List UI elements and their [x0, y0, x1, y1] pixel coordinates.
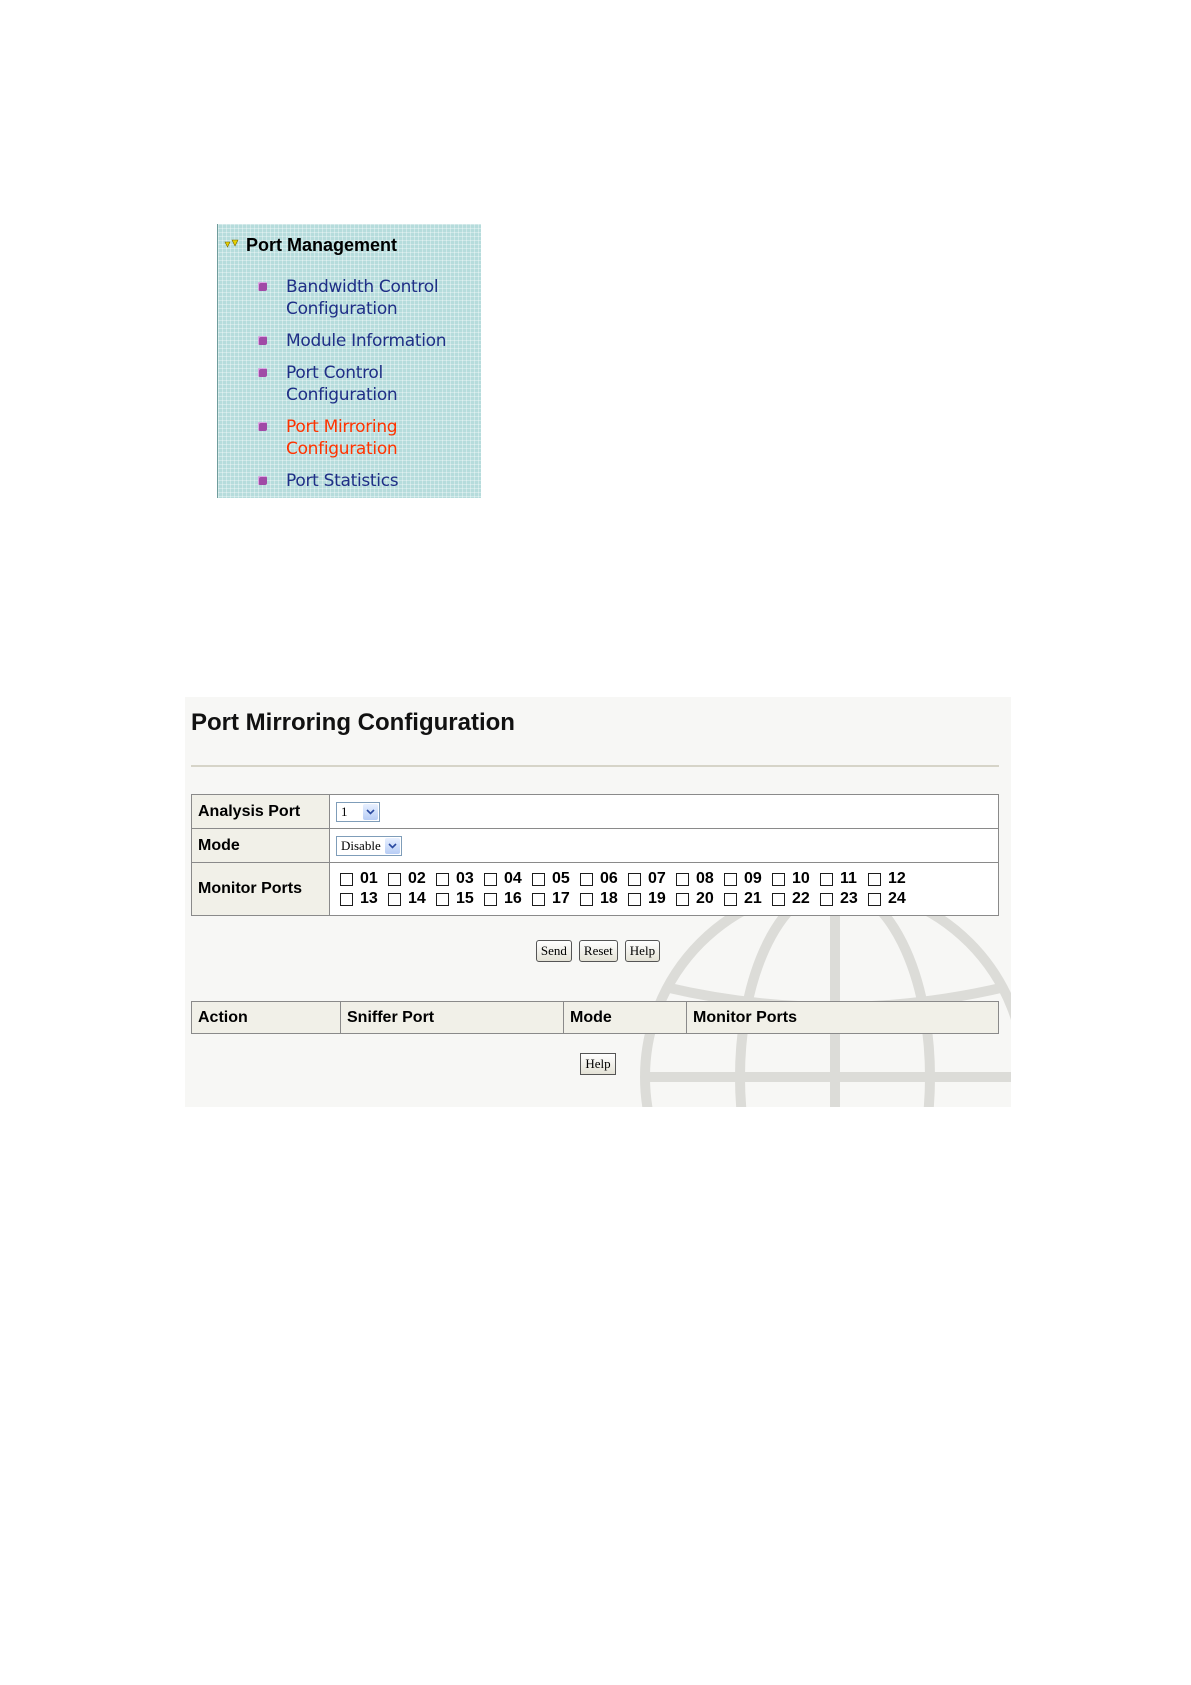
- analysis-port-select[interactable]: [336, 802, 380, 822]
- port-number: 13: [360, 890, 378, 907]
- bullet-icon: [258, 476, 267, 485]
- menu-item-0[interactable]: [258, 276, 478, 320]
- checkbox[interactable]: [868, 873, 881, 886]
- menu-item-label: Port Mirroring: [286, 417, 398, 437]
- checkbox[interactable]: [628, 893, 641, 906]
- port-number: 23: [840, 890, 858, 907]
- port-checkbox-11[interactable]: [820, 870, 868, 888]
- mode-row: [192, 829, 999, 863]
- menu-item-4[interactable]: [258, 470, 478, 492]
- port-checkbox-09[interactable]: [724, 870, 772, 888]
- port-number: 24: [888, 890, 906, 907]
- config-table: [191, 794, 999, 916]
- checkbox[interactable]: [772, 873, 785, 886]
- status-header-row: [192, 1002, 999, 1034]
- menu-item-label: Port Statistics: [286, 471, 399, 491]
- menu-title: Port Management: [246, 234, 398, 255]
- checkbox[interactable]: [388, 873, 401, 886]
- help-button-2[interactable]: Help: [580, 1053, 615, 1075]
- menu-item-label-line2: Configuration: [286, 385, 398, 405]
- port-number: 09: [744, 870, 762, 887]
- menu-item-label: Port Control: [286, 363, 383, 383]
- port-number: 12: [888, 870, 906, 887]
- port-checkbox-17[interactable]: [532, 890, 580, 908]
- port-number: 08: [696, 870, 714, 887]
- checkbox[interactable]: [532, 873, 545, 886]
- port-checkbox-24[interactable]: [868, 890, 916, 908]
- menu-item-2[interactable]: [258, 362, 478, 406]
- port-number: 15: [456, 890, 474, 907]
- port-checkbox-22[interactable]: [772, 890, 820, 908]
- checkbox[interactable]: [724, 873, 737, 886]
- checkbox[interactable]: [532, 893, 545, 906]
- menu-header[interactable]: [224, 234, 397, 256]
- bullet-icon: [258, 336, 267, 345]
- port-management-menu: [217, 224, 481, 498]
- port-number: 11: [840, 870, 857, 887]
- page-title: Port Mirroring Configuration: [191, 709, 515, 736]
- port-number: 14: [408, 890, 426, 907]
- checkbox[interactable]: [484, 873, 497, 886]
- port-checkbox-07[interactable]: [628, 870, 676, 888]
- checkbox[interactable]: [772, 893, 785, 906]
- analysis-port-label: Analysis Port: [192, 795, 330, 829]
- checkbox[interactable]: [724, 893, 737, 906]
- port-number: 21: [744, 890, 762, 907]
- help-button[interactable]: Help: [625, 940, 660, 962]
- checkbox[interactable]: [820, 893, 833, 906]
- checkbox[interactable]: [820, 873, 833, 886]
- port-checkbox-02[interactable]: [388, 870, 436, 888]
- port-checkbox-08[interactable]: [676, 870, 724, 888]
- port-number: 10: [792, 870, 810, 887]
- port-checkbox-01[interactable]: [340, 870, 388, 888]
- checkbox[interactable]: [436, 893, 449, 906]
- monitor-ports-grid: [340, 870, 992, 908]
- port-checkbox-10[interactable]: [772, 870, 820, 888]
- checkbox[interactable]: [628, 873, 641, 886]
- port-mirroring-panel: [185, 697, 1011, 1107]
- port-number: 01: [360, 870, 378, 887]
- col-mode: Mode: [564, 1002, 687, 1034]
- port-checkbox-05[interactable]: [532, 870, 580, 888]
- bullet-icon: [258, 422, 267, 431]
- col-sniffer-port: Sniffer Port: [341, 1002, 564, 1034]
- analysis-port-value: 1: [341, 803, 348, 819]
- port-number: 06: [600, 870, 618, 887]
- port-checkbox-03[interactable]: [436, 870, 484, 888]
- double-arrow-icon: [224, 238, 244, 252]
- checkbox[interactable]: [340, 873, 353, 886]
- port-number: 20: [696, 890, 714, 907]
- menu-item-label-line2: Configuration: [286, 299, 398, 319]
- menu-item-3[interactable]: [258, 416, 478, 460]
- action-buttons: [185, 940, 1011, 962]
- port-checkbox-04[interactable]: [484, 870, 532, 888]
- mode-value: Disable: [341, 837, 381, 853]
- port-checkbox-23[interactable]: [820, 890, 868, 908]
- port-checkbox-14[interactable]: [388, 890, 436, 908]
- checkbox[interactable]: [436, 873, 449, 886]
- port-number: 19: [648, 890, 666, 907]
- port-number: 17: [552, 890, 570, 907]
- mode-cell: [330, 829, 999, 863]
- monitor-ports-label: Monitor Ports: [192, 863, 330, 916]
- menu-list: [258, 276, 478, 502]
- port-checkbox-12[interactable]: [868, 870, 916, 888]
- mirror-status-table: [191, 1001, 999, 1034]
- mode-select[interactable]: [336, 836, 402, 856]
- chevron-down-icon[interactable]: [363, 804, 378, 820]
- port-checkbox-16[interactable]: [484, 890, 532, 908]
- analysis-port-cell: [330, 795, 999, 829]
- checkbox[interactable]: [340, 893, 353, 906]
- menu-item-label: Bandwidth Control: [286, 277, 439, 297]
- col-action: Action: [192, 1002, 341, 1034]
- checkbox[interactable]: [580, 893, 593, 906]
- port-number: 05: [552, 870, 570, 887]
- menu-item-1[interactable]: [258, 330, 478, 352]
- col-monitor-ports: Monitor Ports: [687, 1002, 999, 1034]
- monitor-ports-row: [192, 863, 999, 916]
- checkbox[interactable]: [388, 893, 401, 906]
- menu-item-label-line2: Configuration: [286, 439, 398, 459]
- port-number: 03: [456, 870, 474, 887]
- analysis-port-row: [192, 795, 999, 829]
- port-checkbox-21[interactable]: [724, 890, 772, 908]
- menu-item-label: Module Information: [286, 331, 447, 351]
- help-row: [185, 1053, 1011, 1075]
- checkbox[interactable]: [676, 893, 689, 906]
- port-checkbox-13[interactable]: [340, 890, 388, 908]
- port-number: 07: [648, 870, 666, 887]
- reset-button[interactable]: Reset: [579, 940, 618, 962]
- bullet-icon: [258, 282, 267, 291]
- checkbox[interactable]: [484, 893, 497, 906]
- port-number: 18: [600, 890, 618, 907]
- checkbox[interactable]: [676, 873, 689, 886]
- port-number: 22: [792, 890, 810, 907]
- bullet-icon: [258, 368, 267, 377]
- port-checkbox-15[interactable]: [436, 890, 484, 908]
- port-checkbox-20[interactable]: [676, 890, 724, 908]
- monitor-ports-cell: [330, 863, 999, 916]
- port-checkbox-06[interactable]: [580, 870, 628, 888]
- port-number: 04: [504, 870, 522, 887]
- port-number: 16: [504, 890, 522, 907]
- title-divider: [191, 765, 999, 767]
- port-checkbox-19[interactable]: [628, 890, 676, 908]
- mode-label: Mode: [192, 829, 330, 863]
- chevron-down-icon[interactable]: [385, 838, 400, 854]
- port-number: 02: [408, 870, 426, 887]
- send-button[interactable]: Send: [536, 940, 572, 962]
- checkbox[interactable]: [868, 893, 881, 906]
- port-checkbox-18[interactable]: [580, 890, 628, 908]
- checkbox[interactable]: [580, 873, 593, 886]
